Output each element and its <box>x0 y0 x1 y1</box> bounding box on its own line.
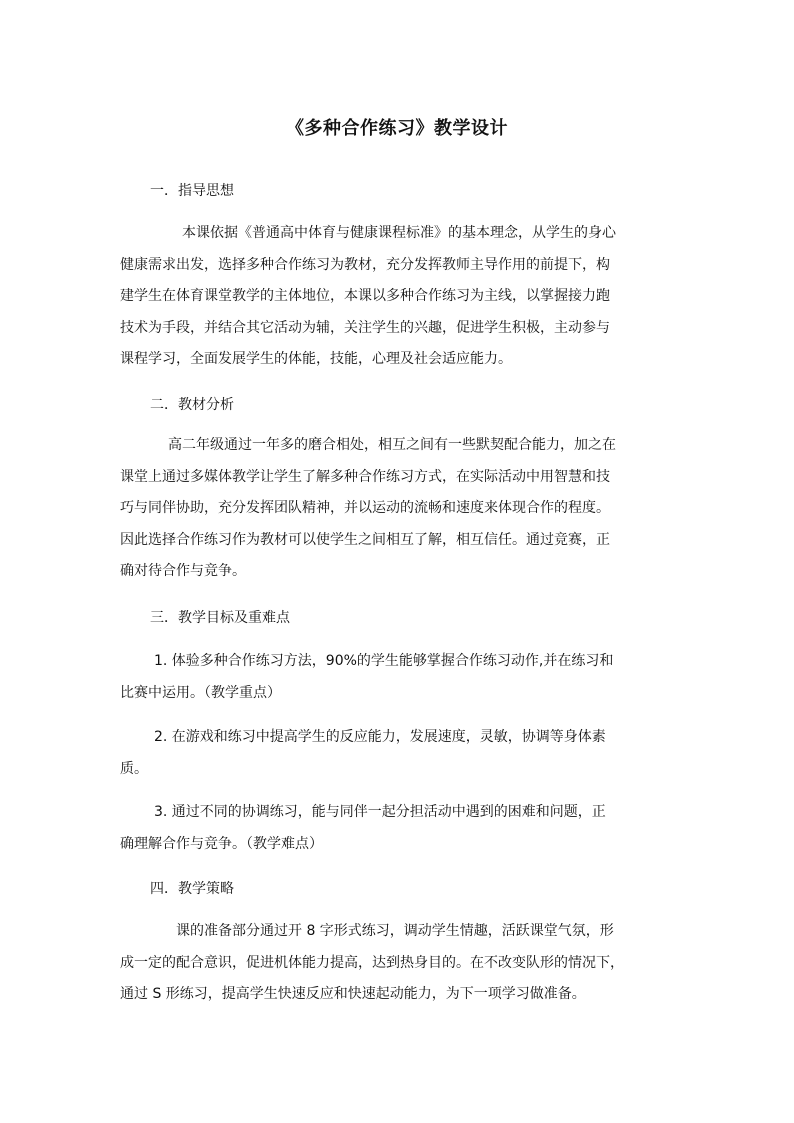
paragraph-line: 高二年级通过一年多的磨合相处，相互之间有一些默契配合能力，加之在 <box>168 437 616 453</box>
paragraph-teaching-strategy <box>120 916 685 1011</box>
paragraph-line: 课程学习，全面发展学生的体能，技能，心理及社会适应能力。 <box>120 351 512 367</box>
paragraph-line: 2. 在游戏和练习中提高学生的反应能力，发展速度，灵敏，协调等身体素 <box>154 729 606 745</box>
document-title: 《多种合作练习》教学设计 <box>286 118 508 139</box>
paragraph-line: 课的准备部分通过开 8 字形式练习，调动学生情趣，活跃课堂气氛，形 <box>176 923 614 939</box>
paragraph-line: 成一定的配合意识，促进机体能力提高，达到热身目的。在不改变队形的情况下， <box>120 954 624 971</box>
paragraph-line: 质。 <box>120 760 148 777</box>
paragraph-line: 比赛中运用。（教学重点） <box>120 684 281 701</box>
paragraph-line: 建学生在体育课堂教学的主体地位，本课以多种合作练习为主线，以掌握接力跑 <box>120 288 610 304</box>
paragraph-line: 通过 S 形练习，提高学生快速反应和快速起动能力，为下一项学习做准备。 <box>120 986 586 1002</box>
paragraph-line: 因此选择合作练习作为教材可以使学生之间相互了解，相互信任。通过竞赛，正 <box>120 531 610 548</box>
section-heading-teaching-goals: 三．教学目标及重难点 <box>150 610 290 626</box>
paragraph-line: 本课依据《普通高中体育与健康课程标准》的基本理念，从学生的身心 <box>182 225 616 241</box>
list-item-goal-2 <box>120 722 685 785</box>
paragraph-line: 确对待合作与竞争。 <box>120 563 246 579</box>
paragraph-line: 确理解合作与竞争。（教学难点） <box>120 835 323 852</box>
section-heading-guiding-ideology: 一．指导思想 <box>150 183 234 199</box>
paragraph-line: 技术为手段，并结合其它活动为辅，关注学生的兴趣，促进学生积极，主动参与 <box>120 319 610 336</box>
paragraph-line: 课堂上通过多媒体教学让学生了解多种合作练习方式，在实际活动中用智慧和技 <box>120 468 610 485</box>
paragraph-line: 健康需求出发，选择多种合作练习为教材，充分发挥教师主导作用的前提下，构 <box>120 256 610 273</box>
paragraph-material-analysis <box>120 430 685 588</box>
paragraph-line: 3. 通过不同的协调练习，能与同伴一起分担活动中遇到的困难和问题，正 <box>154 804 606 820</box>
list-item-goal-1 <box>120 646 685 709</box>
paragraph-line: 巧与同伴协助，充分发挥团队精神，并以运动的流畅和速度来体现合作的程度。 <box>120 500 610 516</box>
section-heading-material-analysis: 二．教材分析 <box>150 397 234 413</box>
paragraph-guiding-ideology <box>120 218 685 376</box>
section-heading-teaching-strategy: 四．教学策略 <box>150 881 234 897</box>
list-item-goal-3 <box>120 797 685 860</box>
paragraph-line: 1. 体验多种合作练习方法，90%的学生能够掌握合作练习动作,并在练习和 <box>154 653 614 669</box>
